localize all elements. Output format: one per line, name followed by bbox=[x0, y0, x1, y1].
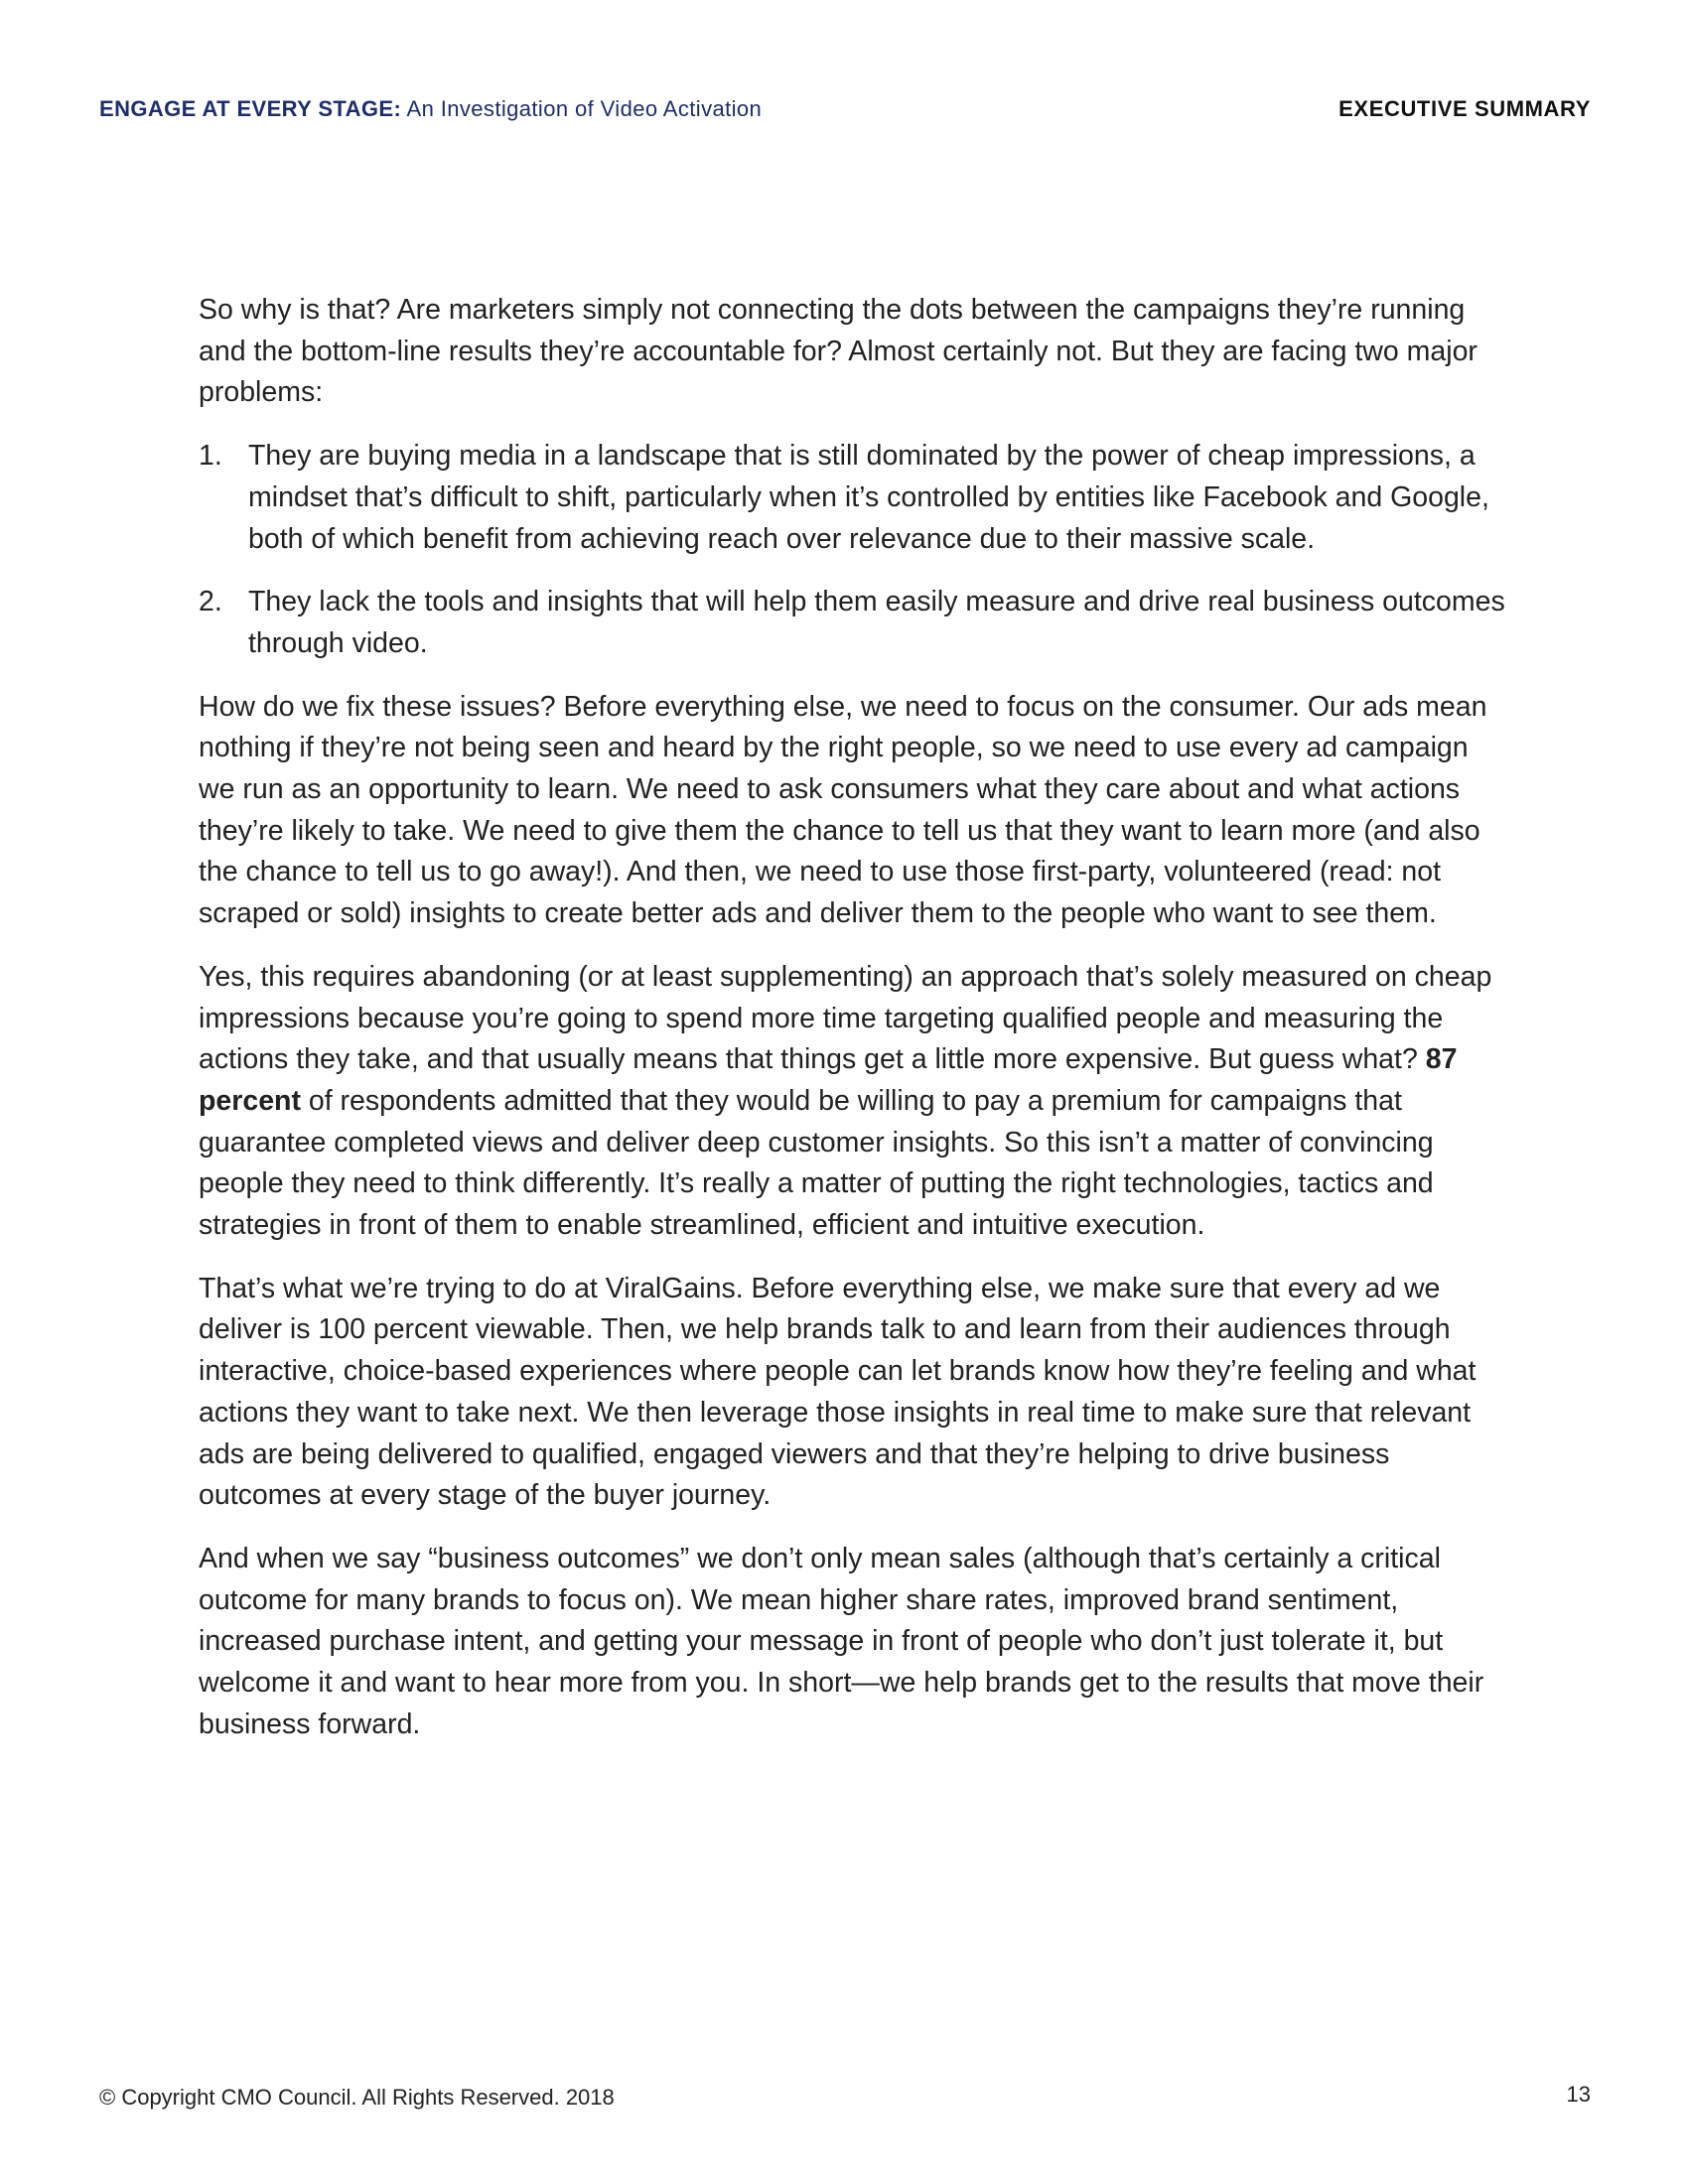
page-number: 13 bbox=[1566, 2082, 1591, 2107]
list-text: They are buying media in a landscape that is still dominated by the power of cheap impressions, a mindset that’s difficult to shift, particularly when it’s controlled by entities like Facebook and Google, both of which benefit from achieving reach over relevance due to their massive scale. bbox=[248, 440, 1489, 555]
list-item bbox=[199, 582, 1509, 664]
paragraph-premium-start: Yes, this requires abandoning (or at least supplementing) an approach that’s solely measured on cheap impressions because you’re going to spend more time targeting qualified people and measuring the actions they take, and that usually means that things get a little more expensive. But guess what? bbox=[199, 960, 1492, 1076]
list-number: 2. bbox=[199, 586, 222, 618]
highlight-stat: 87 percent bbox=[199, 1043, 1458, 1117]
paragraph-viralgains: That’s what we’re trying to do at ViralGains. Before everything else, we make sure that every ad we deliver is 100 percent viewable. Then, we help brands talk to and learn from their audiences through interactive, choice-based experiences where people can let brands know how they’re feeling and what actions they want to take next. We then leverage those insights in real time to make sure that relevant ads are being delivered to qualified, engaged viewers and that they’re helping to drive business outcomes at every stage of the buyer journey. bbox=[199, 1272, 1477, 1512]
list-number: 1. bbox=[199, 440, 222, 473]
list-item bbox=[199, 436, 1509, 560]
paragraph-premium-end: of respondents admitted that they would be willing to pay a premium for campaigns that guarantee completed views and deliver deep customer insights. So this isn’t a matter of convincing people they need to think differently. It’s really a matter of putting the right technologies, tactics and strategies in front of them to enable streamlined, efficient and intuitive execution. bbox=[199, 1084, 1434, 1242]
paragraph-business-outcomes: And when we say “business outcomes” we don’t only mean sales (although that’s certainly a critical outcome for many brands to focus on). We mean higher share rates, improved brand sentiment, increased purchase intent, and getting your message in front of people who don’t just tolerate it, but welcome it and want to hear more from you. In short—we help brands get to the results that move their business forward. bbox=[199, 1542, 1484, 1740]
section-label: EXECUTIVE SUMMARY bbox=[1338, 96, 1591, 121]
paragraph-fix-issues: How do we fix these issues? Before everything else, we need to focus on the consumer. Our ads mean nothing if they’re not being seen and heard by the right people, so we need to use every ad campaign we run as an opportunity to learn. We need to ask consumers what they care about and what actions they’re likely to take. We need to give them the chance to tell us that they want to learn more (and also the chance to tell us to go away!). And then, we need to use those first-party, volunteered (read: not scraped or sold) insights to create better ads and deliver them to the people who want to see them. bbox=[199, 690, 1487, 930]
header-title-bold: ENGAGE AT EVERY STAGE: bbox=[99, 96, 402, 121]
document-header-title bbox=[99, 96, 762, 122]
list-text: They lack the tools and insights that will help them easily measure and drive real business outcomes through video. bbox=[248, 586, 1505, 659]
footer-copyright: © Copyright CMO Council. All Rights Reserved. 2018 bbox=[99, 2085, 615, 2110]
body-content bbox=[199, 290, 1509, 1768]
header-title-subtitle: An Investigation of Video Activation bbox=[401, 96, 763, 121]
paragraph-intro: So why is that? Are marketers simply not connecting the dots between the campaigns they’re running and the bottom-line results they’re accountable for? Almost certainly not. But they are facing two major problems: bbox=[199, 294, 1477, 409]
paragraph-premium bbox=[199, 957, 1509, 1247]
